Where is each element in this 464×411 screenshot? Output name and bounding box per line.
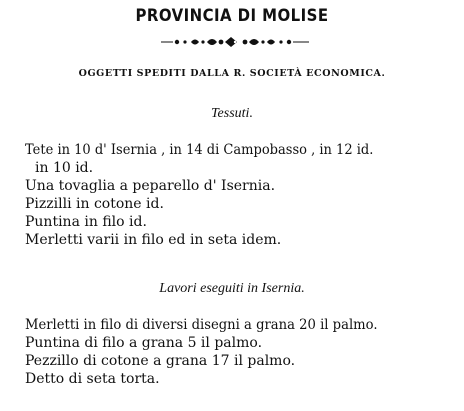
text-line: Tete in 10 d' Isernia , in 14 di Campobasso , in 12 id.: [25, 142, 374, 158]
section-body-tessuti: [25, 141, 455, 249]
text-line: Pezzillo di cotone a grana 17 il palmo.: [25, 353, 296, 369]
section-body-lavori: [25, 316, 455, 388]
decorative-ornament-divider: [161, 36, 309, 48]
text-line: in 10 id.: [35, 160, 94, 176]
page-title: PROVINCIA DI MOLISE: [135, 6, 329, 26]
text-line: Detto di seta torta.: [25, 371, 160, 387]
section-heading-tessuti: Tessuti.: [211, 106, 253, 121]
section-subtitle: OGGETTI SPEDITI DALLA R. SOCIETÀ ECONOMICA.: [78, 68, 386, 79]
text-line: Merletti varii in filo ed in seta idem.: [25, 232, 282, 248]
section-heading-lavori: Lavori eseguiti in Isernia.: [159, 281, 305, 296]
text-line: Merletti in filo di diversi disegni a grana 20 il palmo.: [25, 317, 378, 333]
text-line: Una tovaglia a peparello d' Isernia.: [25, 178, 276, 194]
text-line: Puntina di filo a grana 5 il palmo.: [25, 335, 263, 351]
text-line: Puntina in filo id.: [25, 214, 147, 230]
text-line: Pizzilli in cotone id.: [25, 196, 164, 212]
